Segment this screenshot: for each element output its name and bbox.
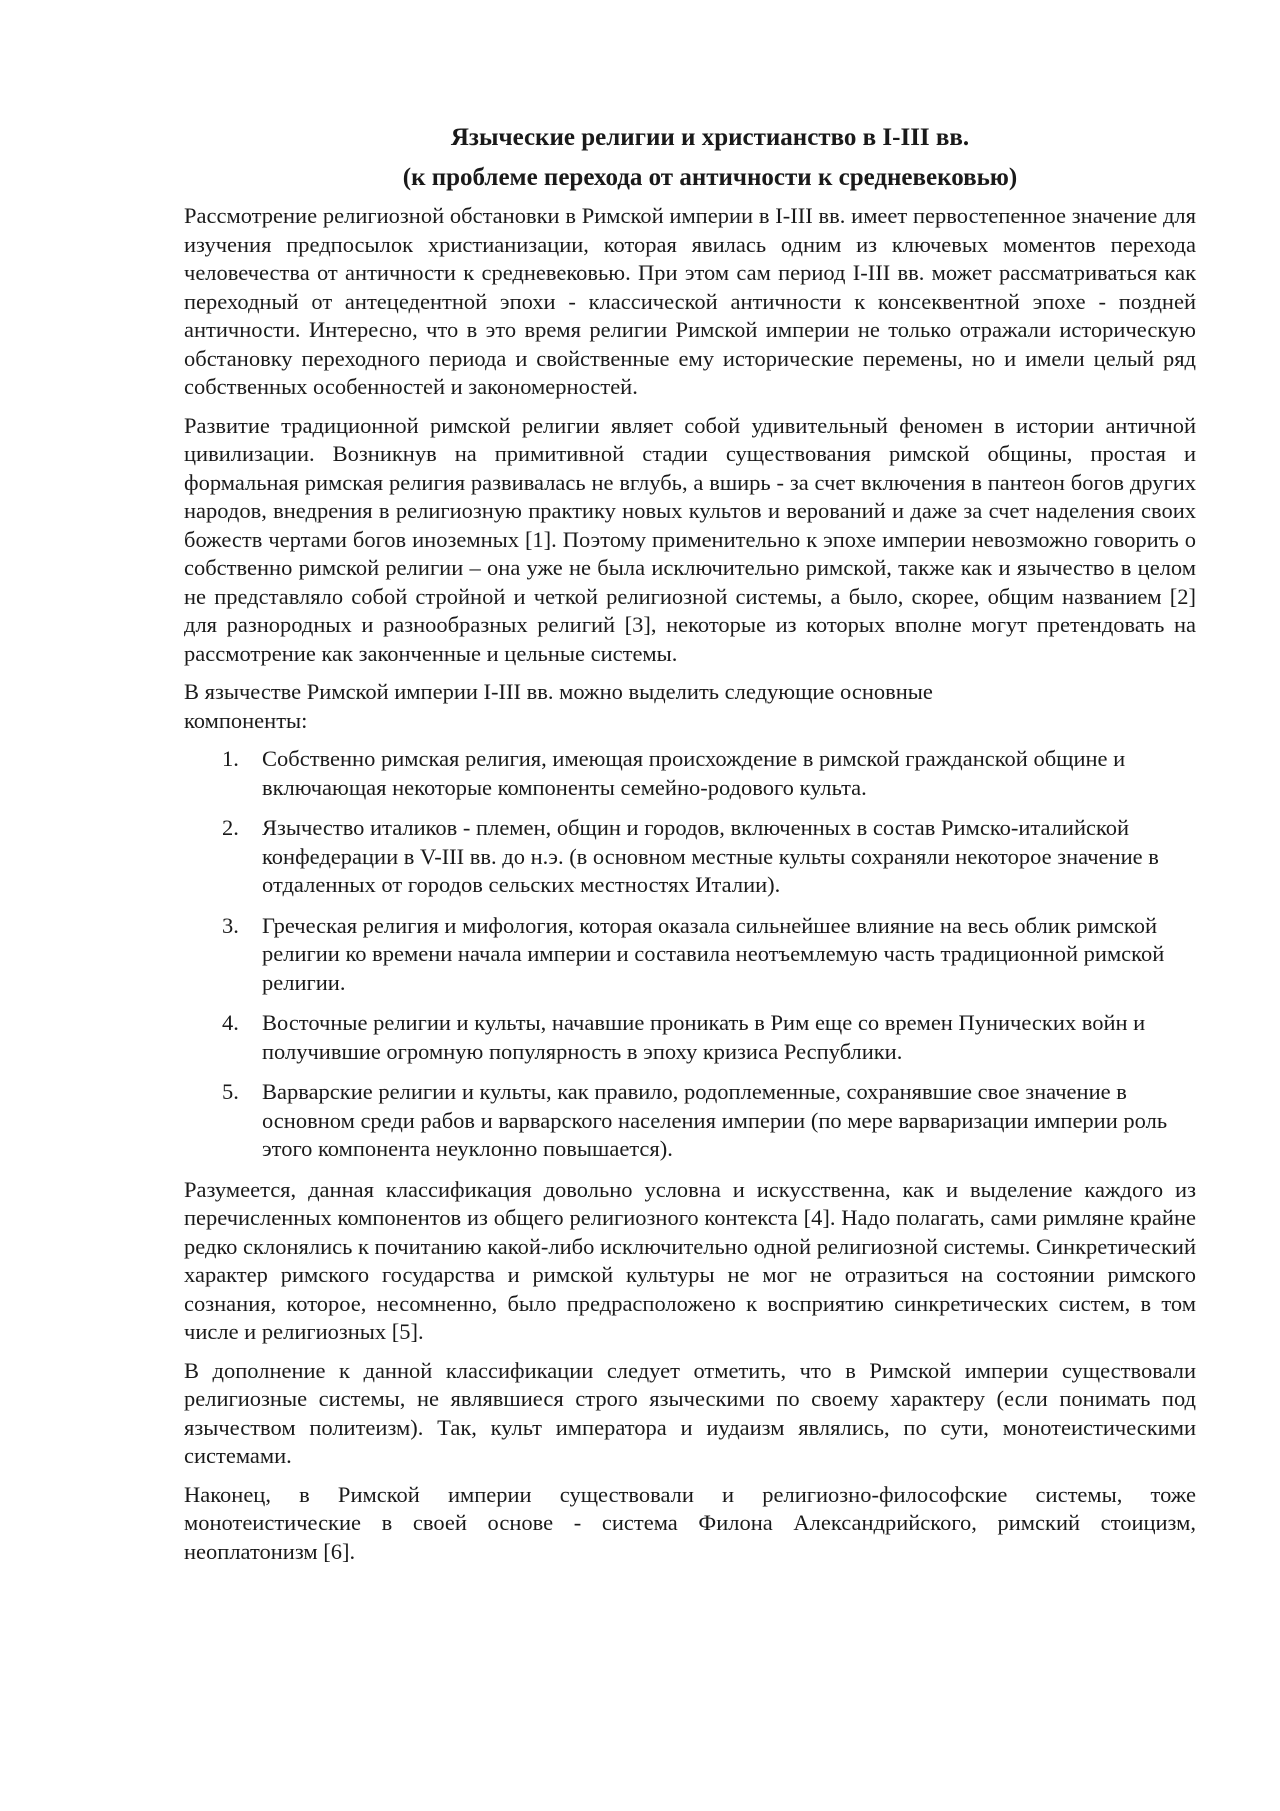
document-title: Языческие религии и христианство в I-III вв. [450,124,970,151]
paragraph: Развитие традиционной римской религии являет собой удивительный феномен в истории античной цивилизации. Возникнув на примитивной стадии существования римской общины, простая и формальная римская религия развивалась не вглубь, а вширь - за счет включения в пантеон богов других народов, внедрения в религиозную практику новых культов и верований и даже за счет наделения своих божеств чертами богов иноземных [1]. Поэтому применительно к эпохе империи невозможно говорить о собственно римской религии – она уже не была исключительно римской, также как и язычество в целом не представляло собой стройной и четкой религиозной системы, а было, скорее, общим названием [2] для разнородных и разнообразных религий [3], некоторые из которых вполне могут претендовать на рассмотрение как законченные и цельные системы. [184,412,1196,666]
paragraph: Разумеется, данная классификация довольно условна и искусственна, как и выделение каждого из перечисленных компонентов из общего религиозного контекста [4]. Надо полагать, сами римляне крайне редко склонялись к почитанию какой-либо исключительно одной религиозной системы. Синкретический характер римского государства и римской культуры не мог не отразиться на состоянии римского сознания, которое, несомненно, было предрасположено к восприятию синкретических систем, в том числе и религиозных [5]. [184,1176,1196,1344]
list-number: 3. [222,912,239,938]
list-number: 5. [222,1079,239,1104]
list-item [184,1009,1196,1066]
components-list [184,745,1196,1164]
list-number: 2. [222,815,239,840]
list-item [184,912,1196,998]
list-item [184,814,1196,900]
list-item [184,1078,1196,1164]
list-number: 1. [222,746,239,771]
paragraph: В дополнение к данной классификации следует отметить, что в Римской империи существовали религиозные системы, не являвшиеся строго языческими по своему характеру (если понимать под язычеством политеизм). Так, культ императора и иудаизм являлись, по сути, монотеистическими системами. [184,1357,1196,1468]
list-item [184,745,1196,802]
list-text: Варварские религии и культы, как правило, родоплеменные, сохранявшие свое значение в основном среди рабов и варварского населения империи (по мере варваризации империи роль этого компонента неуклонно повышается). [262,1079,1168,1161]
list-number: 4. [222,1010,239,1035]
list-text: Язычество италиков - племен, общин и городов, включенных в состав Римско-италийской конфедерации в V-III вв. до н.э. (в основном местные культы сохраняли некоторое значение в отдаленных от городов сельских местностях Италии). [262,815,1159,897]
document-page [184,118,1196,1576]
document-subtitle: (к проблеме перехода от античности к средневековью) [402,164,1018,191]
list-text: Греческая религия и мифология, которая оказала сильнейшее влияние на весь облик римской религии ко времени начала империи и составила неотъемлемую часть традиционной римской религии. [262,912,1165,995]
paragraph: В язычестве Римской империи I-III вв. можно выделить следующие основные компоненты: [184,679,933,733]
paragraph: Наконец, в Римской империи существовали и религиозно-философские системы, тоже монотеистические в своей основе - система Филона Александрийского, римский стоицизм, неоплатонизм [6]. [184,1481,1196,1564]
list-text: Собственно римская религия, имеющая происхождение в римской гражданской общине и включающая некоторые компоненты семейно-родового культа. [262,746,1126,800]
paragraph: Рассмотрение религиозной обстановки в Римской империи в I-III вв. имеет первостепенное значение для изучения предпосылок христианизации, которая явилась одним из ключевых моментов перехода человечества от античности к средневековью. При этом сам период I-III вв. может рассматриваться как переходный от антецедентной эпохи - классической античности к консеквентной эпохе - поздней античности. Интересно, что в это время религии Римской империи не только отражали историческую обстановку переходного периода и свойственные ему исторические перемены, но и имели целый ряд собственных особенностей и закономерностей. [184,203,1196,399]
list-text: Восточные религии и культы, начавшие проникать в Рим еще со времен Пунических войн и получившие огромную популярность в эпоху кризиса Республики. [262,1010,1146,1064]
